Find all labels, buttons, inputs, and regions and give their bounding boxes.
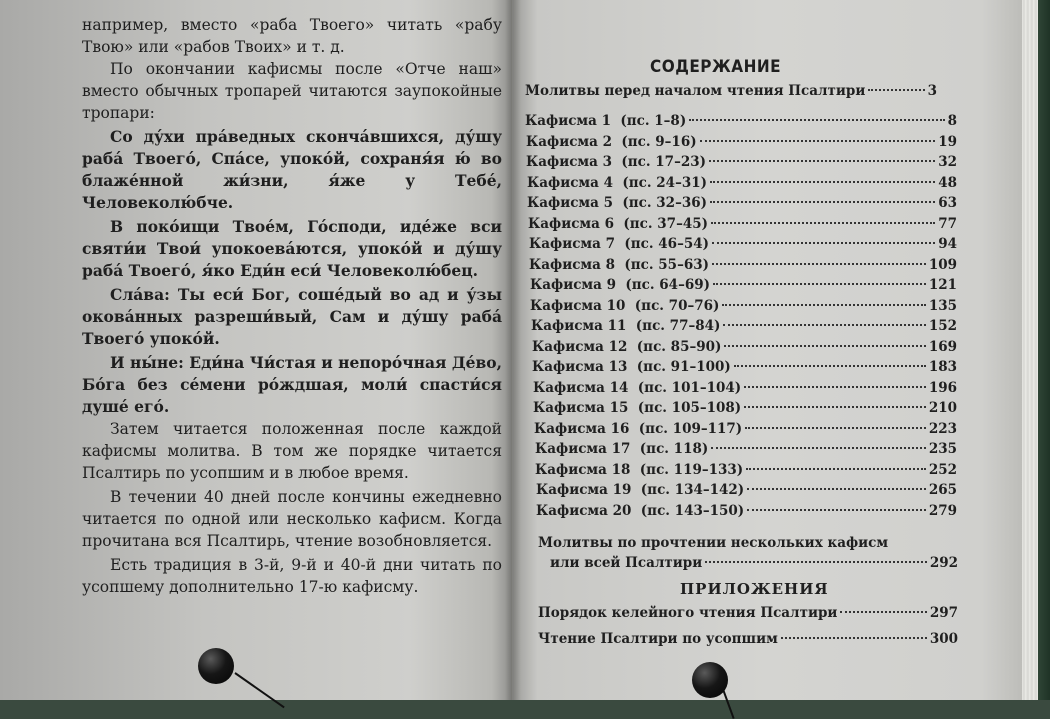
book-gutter <box>505 0 521 700</box>
toc-entry-kathisma[interactable] <box>535 441 957 457</box>
toc-page-number: 297 <box>929 605 958 621</box>
toc-entry-label: Кафисма 16 (пс. 109–117) <box>534 421 743 437</box>
troparion: В поко́ищи Твое́м, Го́споди, иде́же вси святи́и Твои́ упокоева́ются, упоко́й и ду́шу раба́ Твоего́, я́ко Еди́н еси́ Человеколю́бец. <box>82 217 502 280</box>
troparion: Со ду́хи пра́ведных сконча́вшихся, ду́шу раба́ Твоего́, Спа́се, упоко́й, сохраня́я ю́ во блаже́нной жи́зни, я́же у Тебе́, Человеколю́бче. <box>82 127 502 212</box>
paragraph: По окончании кафисмы после «Отче наш» вместо обычных тропарей читаются заупокойные тропари: <box>82 60 502 122</box>
dot-leader <box>700 140 936 142</box>
dot-leader <box>722 304 925 306</box>
toc-page-number: 109 <box>928 257 957 273</box>
dot-leader <box>734 365 926 367</box>
dot-leader <box>709 160 935 162</box>
book-cover-edge <box>1038 0 1050 700</box>
dot-leader <box>710 181 935 183</box>
toc-page-number: 300 <box>929 631 958 647</box>
toc-entry-kathisma[interactable] <box>528 216 957 232</box>
toc-entry-kathisma[interactable] <box>526 134 957 150</box>
toc-entry-kathisma[interactable] <box>534 421 957 437</box>
dot-leader <box>744 386 926 388</box>
toc-page-number: 265 <box>928 482 957 498</box>
toc-entry-label: Кафисма 19 (пс. 134–142) <box>536 482 745 498</box>
toc-page-number: 121 <box>928 277 957 293</box>
toc-page-number: 235 <box>928 441 957 457</box>
toc-entry-label: Кафисма 11 (пс. 77–84) <box>531 318 721 334</box>
dot-leader <box>747 488 926 490</box>
bookmark-bead[interactable] <box>198 648 234 684</box>
toc-entry-label: Кафисма 18 (пс. 119–133) <box>535 462 744 478</box>
dot-leader <box>711 447 926 449</box>
dot-leader <box>705 561 927 563</box>
dot-leader <box>745 427 926 429</box>
toc-entry-kathisma[interactable] <box>529 236 957 252</box>
dot-leader <box>712 242 935 244</box>
toc-entry-label: Молитвы перед началом чтения Псалтири <box>525 83 866 99</box>
toc-page-number: 279 <box>928 503 957 519</box>
appendix-title: ПРИЛОЖЕНИЯ <box>680 580 829 598</box>
toc-entry-kathisma[interactable] <box>527 175 957 191</box>
dot-leader <box>744 406 926 408</box>
toc-page-number: 135 <box>928 298 957 314</box>
dot-leader <box>710 201 935 203</box>
toc-page-number: 252 <box>928 462 957 478</box>
toc-entry-kathisma[interactable] <box>535 462 957 478</box>
bookmark-bead[interactable] <box>692 662 728 698</box>
toc-entry-label: Молитвы по прочтении нескольких кафисм <box>538 535 889 551</box>
toc-page-number: 63 <box>938 195 957 211</box>
toc-page-number: 19 <box>938 134 957 150</box>
paragraph: Есть традиция в 3-й, 9-й и 40-й дни читать по усопшему дополнительно 17-ю кафисму. <box>82 556 502 596</box>
toc-entry-appendix[interactable] <box>538 631 958 647</box>
left-page-text <box>82 14 502 598</box>
toc-page-number: 292 <box>929 555 958 571</box>
toc-entry-label: или всей Псалтири <box>550 555 703 571</box>
toc-entry-kathisma[interactable] <box>530 277 957 293</box>
toc-entry-kathisma[interactable] <box>529 257 957 273</box>
dot-leader <box>713 283 926 285</box>
dot-leader <box>711 222 935 224</box>
toc-page-number: 210 <box>928 400 957 416</box>
dot-leader <box>723 324 925 326</box>
toc-entry-label: Кафисма 5 (пс. 32–36) <box>527 195 708 211</box>
toc-page-number: 77 <box>938 216 957 232</box>
troparion: Сла́ва: Ты еси́ Бог, соше́дый во ад и у́зы окова́нных разреши́вый, Сам и ду́шу раба́ Твоего́ упоко́й. <box>82 285 502 348</box>
toc-entry-label: Кафисма 6 (пс. 37–45) <box>528 216 709 232</box>
toc-entry-label: Кафисма 17 (пс. 118) <box>535 441 709 457</box>
toc-entry-label: Кафисма 7 (пс. 46–54) <box>529 236 710 252</box>
toc-entry-label: Кафисма 12 (пс. 85–90) <box>532 339 722 355</box>
troparion: И ны́не: Еди́на Чи́стая и непоро́чная Де́во, Бо́га без се́мени ро́ждшая, моли́ спасти́ся душе́ его́. <box>82 353 502 416</box>
toc-entry-kathisma[interactable] <box>536 482 957 498</box>
toc-entry-closing[interactable] <box>538 533 958 573</box>
dot-leader <box>746 468 926 470</box>
dot-leader <box>868 89 924 91</box>
toc-entry-kathisma[interactable] <box>536 503 957 519</box>
toc-entry-kathisma[interactable] <box>527 195 957 211</box>
toc-page-number: 3 <box>927 83 937 99</box>
dot-leader <box>712 263 926 265</box>
dot-leader <box>689 119 944 121</box>
dot-leader <box>724 345 925 347</box>
toc-page-number: 196 <box>928 380 957 396</box>
toc-entry-label: Кафисма 2 (пс. 9–16) <box>526 134 697 150</box>
toc-entry-label: Кафисма 1 (пс. 1–8) <box>525 113 687 129</box>
toc-entry-label: Кафисма 10 (пс. 70–76) <box>530 298 720 314</box>
toc-page-number: 32 <box>938 154 957 170</box>
toc-entry-label: Кафисма 8 (пс. 55–63) <box>529 257 710 273</box>
paragraph: Затем читается положенная после каждой кафисмы молитва. В том же порядке читается Псалтирь по усопшим и в любое время. <box>82 420 502 482</box>
toc-entry-kathisma[interactable] <box>533 400 957 416</box>
paragraph: например, вместо «раба Твоего» читать «рабу Твою» или «рабов Твоих» и т. д. <box>82 16 502 56</box>
toc-entry-kathisma[interactable] <box>532 339 957 355</box>
toc-page-number: 183 <box>928 359 957 375</box>
toc-entry-kathisma[interactable] <box>531 318 957 334</box>
toc-entry-kathisma[interactable] <box>530 298 957 314</box>
toc-entry-label: Кафисма 14 (пс. 101–104) <box>533 380 742 396</box>
dot-leader <box>747 509 926 511</box>
toc-page-number: 169 <box>928 339 957 355</box>
toc-page-number: 223 <box>928 421 957 437</box>
toc-page-number: 8 <box>947 113 957 129</box>
toc-entry-label: Кафисма 9 (пс. 64–69) <box>530 277 711 293</box>
toc-entry-label: Кафисма 13 (пс. 91–100) <box>532 359 731 375</box>
toc-entry-kathisma[interactable] <box>526 154 957 170</box>
toc-entry-kathisma[interactable] <box>525 113 957 129</box>
toc-entry-label: Чтение Псалтири по усопшим <box>538 631 778 647</box>
toc-entry-label: Кафисма 4 (пс. 24–31) <box>527 175 708 191</box>
toc-entry-kathisma[interactable] <box>533 380 957 396</box>
paragraph: В течении 40 дней после кончины ежедневно читается по одной или несколько кафисм. Когда прочитана вся Псалтирь, чтение возобновляется. <box>82 488 502 550</box>
toc-page-number: 94 <box>938 236 957 252</box>
dot-leader <box>840 611 926 613</box>
dot-leader <box>781 637 927 639</box>
toc-entry-label: Кафисма 20 (пс. 143–150) <box>536 503 745 519</box>
toc-entry-label: Порядок келейного чтения Псалтири <box>538 605 838 621</box>
toc-page-number: 48 <box>938 175 957 191</box>
toc-entry-intro[interactable] <box>525 83 937 99</box>
toc-entry-appendix[interactable] <box>538 605 958 621</box>
toc-entry-kathisma[interactable] <box>532 359 957 375</box>
toc-title: СОДЕРЖАНИЕ <box>650 57 782 77</box>
toc-entry-label: Кафисма 3 (пс. 17–23) <box>526 154 707 170</box>
toc-entry-label: Кафисма 15 (пс. 105–108) <box>533 400 742 416</box>
toc-page-number: 152 <box>928 318 957 334</box>
